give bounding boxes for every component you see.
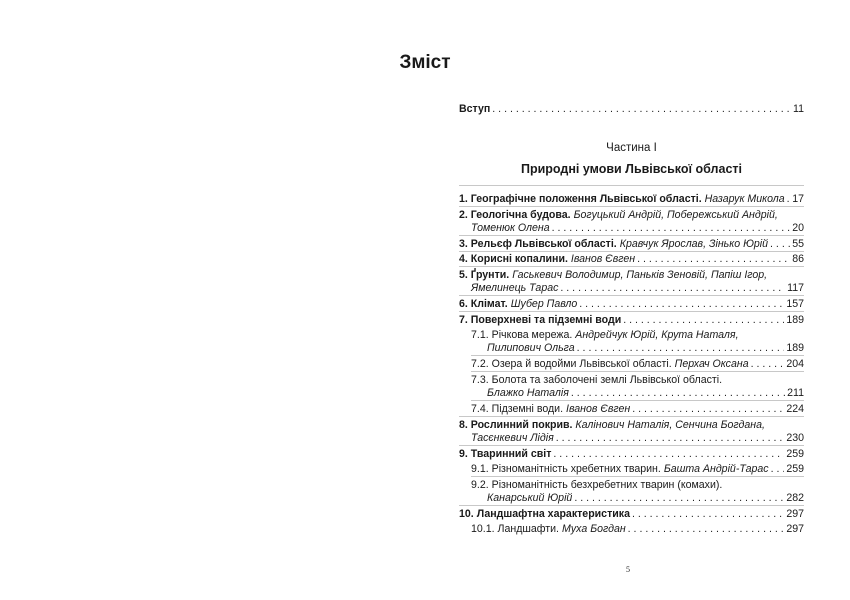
toc-entry-authors: Пилипович Ольга (487, 342, 575, 354)
toc-entry-number: 10. (459, 508, 474, 520)
entry-divider (471, 400, 804, 401)
toc-entry-9[interactable] (459, 447, 804, 461)
toc-entry-authors: Іванов Євген (566, 403, 631, 415)
toc-entry-heading: Поверхневі та підземні води (470, 314, 622, 326)
toc-page-number: 17 (792, 193, 804, 205)
toc-entry-number: 1. (459, 193, 468, 205)
leader-dots (770, 237, 790, 251)
toc-entry-heading: Ландшафтна характеристика (476, 508, 630, 520)
toc-entry-label: Вступ (459, 103, 491, 115)
leader-dots (751, 357, 785, 371)
toc-entry-authors: Андрейчук Юрій, Крута Наталя, (575, 329, 739, 341)
entry-divider (459, 311, 804, 312)
toc-entry-heading: Рельєф Львівської області. (470, 238, 617, 250)
toc-entry-text: Різноманітність хребетних тварин. (491, 463, 661, 475)
toc-entry-heading: Географічне положення Львівської області. (470, 193, 702, 205)
toc-entry-authors: Іванов Євген (570, 253, 636, 265)
part-divider (459, 185, 804, 186)
toc-page-number: 117 (787, 282, 804, 294)
toc-entry-3[interactable] (459, 237, 804, 251)
toc-entry-8[interactable] (459, 418, 804, 432)
leader-dots (632, 507, 784, 521)
toc-page-number: 11 (793, 103, 804, 115)
toc-page-number: 282 (786, 492, 804, 504)
toc-entry-number: 9.1. (471, 463, 489, 475)
leader-dots (553, 447, 784, 461)
page-number: 5 (626, 565, 630, 574)
toc-entry-intro[interactable] (459, 102, 804, 116)
toc-entry-authors: Башта Андрій-Тарас (663, 463, 769, 475)
toc-entry-9-1[interactable] (471, 462, 804, 476)
entry-divider (459, 505, 804, 506)
toc-entry-text: Озера й водойми Львівської області. (491, 358, 672, 370)
toc-entry-number: 7.3. (471, 374, 489, 386)
toc-entry-number: 5. (459, 269, 468, 281)
toc-entry-authors: Калінович Наталія, Сенчина Богдана, (575, 419, 765, 431)
toc-entry-heading: Тваринний світ (470, 448, 552, 460)
toc-entry-number: 3. (459, 238, 468, 250)
entry-divider (471, 355, 804, 356)
entry-divider (459, 445, 804, 446)
leader-dots (571, 386, 785, 400)
toc-entry-heading: Геологічна будова. (470, 209, 571, 221)
toc-page-number: 204 (786, 358, 804, 370)
toc-entry-number: 7. (459, 314, 468, 326)
toc-entry-8-cont[interactable] (471, 431, 804, 445)
toc-entry-7-3-cont[interactable] (487, 386, 804, 400)
toc-entry-7-4[interactable] (471, 402, 804, 416)
toc-entry-7-1-cont[interactable] (487, 341, 804, 355)
leader-dots (556, 431, 785, 445)
leader-dots (623, 313, 784, 327)
toc-entry-number: 9. (459, 448, 468, 460)
toc-entry-10[interactable] (459, 507, 804, 521)
toc-entry-authors: Томенюк Олена (471, 222, 550, 234)
toc-entry-4[interactable] (459, 252, 804, 266)
leader-dots (637, 252, 790, 266)
toc-page-number: 259 (786, 448, 804, 460)
entry-divider (459, 266, 804, 267)
leader-dots (632, 402, 784, 416)
toc-page-number: 297 (786, 523, 804, 535)
toc-entry-heading: Ґрунти. (470, 269, 510, 281)
toc-entry-authors: Блажко Наталія (487, 387, 569, 399)
toc-page-number: 211 (787, 387, 804, 399)
toc-entry-number: 7.2. (471, 358, 489, 370)
leader-dots (560, 281, 785, 295)
toc-entry-heading: Клімат. (470, 298, 508, 310)
toc-entry-5-cont[interactable] (471, 281, 804, 295)
toc-entry-number: 4. (459, 253, 468, 265)
toc-entry-authors: Ямелинець Тарас (471, 282, 559, 294)
toc-entry-number: 10.1. (471, 523, 495, 535)
toc-page-number: 297 (786, 508, 804, 520)
toc-entry-text: Річкова мережа. (491, 329, 573, 341)
leader-dots (574, 491, 784, 505)
toc-entry-authors: Кравчук Ярослав, Зінько Юрій (619, 238, 769, 250)
toc-page-number: 230 (786, 432, 804, 444)
entry-divider (459, 206, 804, 207)
toc-entry-authors: Назарук Микола (704, 193, 785, 205)
toc-entry-authors: Гаськевич Володимир, Паньків Зеновій, Папіш Ігор, (512, 269, 768, 281)
toc-entry-authors: Канарський Юрій (487, 492, 573, 504)
toc-entry-authors: Муха Богдан (561, 523, 626, 535)
leader-dots (628, 522, 785, 536)
leader-dots (492, 102, 791, 116)
toc-entry-authors: Богуцький Андрій, Побережський Андрій, (573, 209, 778, 221)
entry-divider (471, 476, 804, 477)
toc-entry-number: 7.1. (471, 329, 489, 341)
toc-page-number: 20 (792, 222, 804, 234)
entry-divider (471, 371, 804, 372)
toc-entry-9-2-cont[interactable] (487, 491, 804, 505)
entry-divider (459, 295, 804, 296)
toc-page-number: 157 (786, 298, 804, 310)
toc-entry-heading: Корисні копалини. (470, 253, 568, 265)
toc-entry-6[interactable] (459, 297, 804, 311)
toc-entry-2[interactable] (459, 208, 804, 222)
toc-entry-text: Різноманітність безхребетних тварин (комахи). (491, 479, 723, 491)
page-title: Зміст (399, 52, 451, 73)
leader-dots (552, 221, 791, 235)
part-label: Частина І (606, 142, 657, 154)
toc-page-number: 224 (786, 403, 804, 415)
toc-entry-text: Болота та заболочені землі Львівської області. (491, 374, 723, 386)
toc-entry-2-cont[interactable] (471, 221, 804, 235)
toc-entry-heading: Рослинний покрив. (470, 419, 573, 431)
toc-entry-number: 2. (459, 209, 468, 221)
leader-dots (771, 462, 785, 476)
toc-entry-authors: Шубер Павло (510, 298, 578, 310)
toc-page-number: 55 (792, 238, 804, 250)
toc-entry-text: Підземні води. (491, 403, 564, 415)
toc-page-number: 189 (786, 314, 804, 326)
toc-entry-authors: Перхач Оксана (674, 358, 749, 370)
toc-entry-number: 9.2. (471, 479, 489, 491)
toc-entry-text: Ландшафти. (497, 523, 559, 535)
toc-entry-number: 6. (459, 298, 468, 310)
entry-divider (459, 416, 804, 417)
part-title: Природні умови Львівської області (520, 162, 742, 176)
toc-entry-7-1[interactable] (471, 328, 804, 342)
toc-page-number: 259 (786, 463, 804, 475)
entry-divider (459, 235, 804, 236)
toc-entry-7-2[interactable] (471, 357, 804, 371)
toc-entry-9-2[interactable] (471, 478, 804, 492)
toc-entry-7[interactable] (459, 313, 804, 327)
toc-page-number: 86 (792, 253, 804, 265)
toc-entry-10-1[interactable] (471, 522, 804, 536)
toc-entry-1[interactable] (459, 192, 804, 206)
leader-dots (579, 297, 784, 311)
toc-entry-authors: Тасєнкевич Лідія (471, 432, 554, 444)
toc-entry-number: 8. (459, 419, 468, 431)
toc-page-number: 189 (786, 342, 804, 354)
leader-dots (787, 192, 791, 206)
toc-entry-number: 7.4. (471, 403, 489, 415)
toc-entry-5[interactable] (459, 268, 804, 282)
toc-entry-7-3[interactable] (471, 373, 804, 387)
leader-dots (577, 341, 785, 355)
